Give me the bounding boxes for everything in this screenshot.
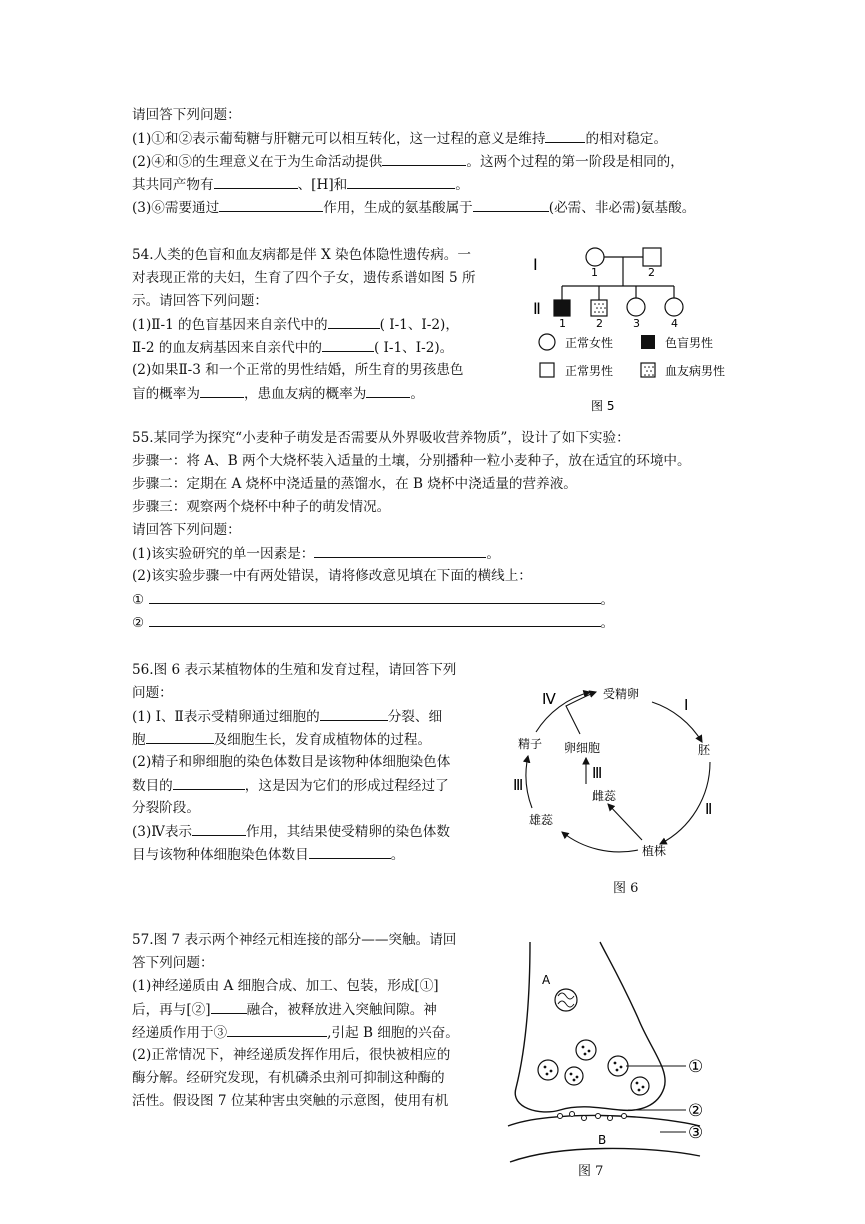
q54-line4 [132,314,459,335]
answer-blank[interactable] [328,314,380,329]
q53-part3-mid: 作用，生成的氨基酸属于 [323,200,473,216]
synaptic-vesicle [565,1067,583,1085]
stage-4-label: Ⅳ [542,690,556,708]
node-zygote: 受精卵 [603,687,640,701]
q56-line8-tail: 作用，其结果使受精卵的染色体数 [246,824,450,840]
q53-part3-tail: (必需、非必需)氨基酸。 [548,200,696,216]
answer-blank[interactable] [322,337,374,352]
q56-line3 [132,706,442,727]
answer-line[interactable] [149,589,601,604]
q57-line7: 酶分解。经研究发现，有机磷杀虫剂可抑制这种酶的 [132,1070,445,1086]
q53-part3 [132,197,695,218]
answer-blank[interactable] [314,543,486,558]
node-stamen: 雄蕊 [529,813,554,827]
q56-line7: 分裂阶段。 [132,800,200,816]
parent-female-circle [586,248,604,266]
answer-blank[interactable] [545,128,585,143]
q57-line1: 57.图 7 表示两个神经元相连接的部分——突触。请回 [132,932,457,948]
arc-plant-to-stamen [562,832,638,852]
generation-2-label: Ⅱ [533,299,541,318]
q56-line6 [132,775,449,796]
q56-line4 [132,729,431,750]
q53-part2-cont [132,174,469,195]
parent-1-number: 1 [591,266,598,279]
node-pistil: 雌蕊 [592,789,617,803]
postsynaptic-membrane-inner [510,1148,700,1162]
q57-line4-text: 后，再与[②] [132,1002,211,1018]
q55-line6-tail: 。 [486,546,500,562]
q57-line5 [132,1022,459,1043]
q57-line5-text: 经递质作用于③ [132,1025,228,1041]
q54-line7-mid: ，患血友病的概率为 [243,386,367,402]
q56-line4-tail: 及细胞生长，发育成植物体的过程。 [213,732,432,748]
answer-blank[interactable] [200,383,244,398]
q56-line1: 56.图 6 表示某植物体的生殖和发育过程，请回答下列 [132,662,457,678]
q53-part2-cont-mid: 、[H]和 [297,177,348,193]
legend-female-label: 正常女性 [565,336,614,350]
q54-line4-text: (1)Ⅱ-1 的色盲基因来自亲代中的 [132,317,328,333]
q53-part1-text: (1)①和②表示葡萄糖与肝糖元可以相互转化，这一过程的意义是维持 [132,131,546,147]
postsynaptic-membrane-outer [508,1115,700,1126]
q56-line3-tail: 分裂、细 [387,709,443,725]
stage-1-label: Ⅰ [684,696,689,714]
q55-line6 [132,543,500,564]
q56-line9-text: 目与该物种体细胞染色体数目 [132,847,309,863]
q55-line9-marker: ② [132,615,145,631]
node-embryo: 胚 [698,743,711,757]
mitochondrion [555,989,577,1011]
figure-7-caption: 图 7 [578,1164,604,1179]
answer-blank[interactable] [227,1022,327,1037]
child-1-colorblind-male [554,300,570,316]
generation-1-label: Ⅰ [533,255,538,274]
q56-line9 [132,844,404,865]
arc-embryo-to-plant [660,762,713,844]
child-3-number: 3 [633,317,640,330]
q53-intro: 请回答下列问题： [132,107,241,123]
answer-blank[interactable] [192,821,246,836]
q54-line7-tail: 。 [410,386,424,402]
q53-part1-tail: 的相对稳定。 [585,131,668,147]
q57-line2: 答下列问题： [132,955,214,971]
node-sperm: 精子 [518,737,543,751]
legend-female-symbol [539,334,555,350]
stage-3-label-inner: Ⅲ [592,764,603,782]
q54-line5-tail: ( Ⅰ-1、Ⅰ-2)。 [373,340,454,356]
q55-line4: 步骤三：观察两个烧杯中种子的萌发情况。 [132,499,391,515]
q56-line8 [132,821,450,842]
q53-part3-text: (3)⑥需要通过 [132,200,220,216]
child-3-female-circle [627,298,645,316]
q55-line1: 55.某同学为探究“小麦种子萌发是否需要从外界吸收营养物质”，设计了如下实验： [132,430,630,446]
q53-part2-mid: 。这两个过程的第一阶段是相同的， [466,154,684,170]
answer-line[interactable] [149,612,601,627]
answer-blank[interactable] [366,383,410,398]
child-1-number: 1 [559,317,566,330]
q54-line1: 54.人类的色盲和血友病都是伴 X 染色体隐性遗传病。一 [132,247,471,263]
q54-line5-text: Ⅱ-2 的血友病基因来自亲代中的 [132,340,322,356]
q57-line3: (1)神经递质由 A 细胞合成、加工、包装，形成[①] [132,978,439,994]
q56-line8-text: (3)Ⅳ表示 [132,824,193,840]
q55-line7: (2)该实验步骤一中有两处错误，请将修改意见填在下面的横线上： [132,568,532,584]
q53-part2 [132,151,684,172]
q54-line6: (2)如果Ⅱ-3 和一个正常的男性结婚，所生育的男孩患色 [132,362,464,378]
label-a: A [542,973,551,987]
arrow-plant-to-pistil [608,804,642,840]
q55-line8 [132,589,614,610]
node-plant: 植株 [642,844,667,858]
q53-part2-cont-text: 其共同产物有 [132,177,214,193]
q56-line9-tail: 。 [390,847,405,863]
answer-blank[interactable] [320,706,388,721]
answer-blank[interactable] [214,174,298,189]
arc-stamen-to-sperm [526,756,532,808]
q57-line8: 活性。假设图 7 位某种害虫突触的示意图，使用有机 [132,1093,449,1109]
legend-male-symbol [540,363,554,377]
arrow-egg-to-zygote [566,692,596,734]
pedigree-figure [525,240,745,420]
marker-2: ② [688,1101,704,1121]
stage-3-label-outer: Ⅲ [513,776,524,794]
synaptic-vesicles [538,1040,649,1095]
q56-line5: (2)精子和卵细胞的染色体数目是该物种体细胞染色体 [132,754,451,770]
q54-line2: 对表现正常的夫妇，生育了四个子女，遗传系谱如图 5 所 [132,270,476,286]
answer-blank[interactable] [219,197,323,212]
answer-blank[interactable] [211,999,247,1014]
q54-line3: 示。请回答下列问题： [132,293,268,309]
q55-line3: 步骤二：定期在 A 烧杯中浇适量的蒸馏水，在 B 烧杯中浇适量的营养液。 [132,476,577,492]
synaptic-vesicle [538,1060,558,1080]
q56-line4-text: 胞 [132,732,146,748]
q54-line5 [132,337,453,358]
q55-line5: 请回答下列问题： [132,522,241,538]
figure-5-caption: 图 5 [591,399,615,413]
synaptic-vesicle [576,1040,596,1060]
q55-line2: 步骤一：将 A、B 两个大烧杯装入适量的土壤，分别播种一粒小麦种子，放在适宜的环境中。 [132,453,691,469]
q55-line6-text: (1)该实验研究的单一因素是： [132,546,315,562]
child-4-number: 4 [671,317,678,330]
stage-2-label: Ⅱ [705,800,713,818]
q54-line7 [132,383,424,404]
q57-line5-tail: ,引起 B 细胞的兴奋。 [327,1025,459,1041]
legend-colorblind-symbol [641,335,655,349]
marker-1: ① [688,1057,704,1077]
q53-part1 [132,128,667,149]
legend-hemophilia-label: 血友病男性 [665,364,726,378]
q55-line9 [132,612,614,633]
q54-line7-text: 盲的概率为 [132,386,200,402]
q54-line4-tail: ( Ⅰ-1、Ⅰ-2)， [379,317,459,333]
q57-line4-tail: 融合，被释放进入突触间隙。神 [246,1002,437,1018]
node-egg: 卵细胞 [564,741,601,755]
q57-line4 [132,999,437,1020]
q57-line6: (2)正常情况下，神经递质发挥作用后，很快被相应的 [132,1047,451,1063]
label-b: B [598,1133,607,1147]
answer-blank[interactable] [382,151,466,166]
child-4-female-circle [665,298,683,316]
q55-line8-tail: 。 [600,592,615,608]
answer-blank[interactable] [146,729,214,744]
legend-male-label: 正常男性 [565,364,614,378]
parent-2-number: 2 [648,266,655,279]
figure-6-caption: 图 6 [613,881,639,896]
q55-line9-tail: 。 [600,615,615,631]
answer-blank[interactable] [347,174,455,189]
parent-male-square [643,248,661,266]
legend-colorblind-label: 色盲男性 [665,336,714,350]
answer-blank[interactable] [173,775,245,790]
arc-zygote-to-embryo [652,702,702,742]
plant-cycle-figure [500,672,730,902]
q55-line8-marker: ① [132,592,145,608]
q53-part2-text: (2)④和⑤的生理意义在于为生命活动提供 [132,154,383,170]
answer-blank[interactable] [309,844,391,859]
q56-line3-text: (1) Ⅰ、Ⅱ表示受精卵通过细胞的 [132,709,320,725]
synapse-figure [500,938,720,1168]
marker-3: ③ [688,1123,704,1143]
synaptic-vesicle [608,1056,628,1076]
child-2-number: 2 [596,317,603,330]
synaptic-vesicle [631,1077,649,1095]
q56-line2: 问题： [132,685,173,701]
answer-blank[interactable] [473,197,549,212]
q56-line6-tail: ，这是因为它们的形成过程经过了 [244,778,449,794]
q53-part2-cont-tail: 。 [455,177,469,193]
q56-line6-text: 数目的 [132,778,173,794]
